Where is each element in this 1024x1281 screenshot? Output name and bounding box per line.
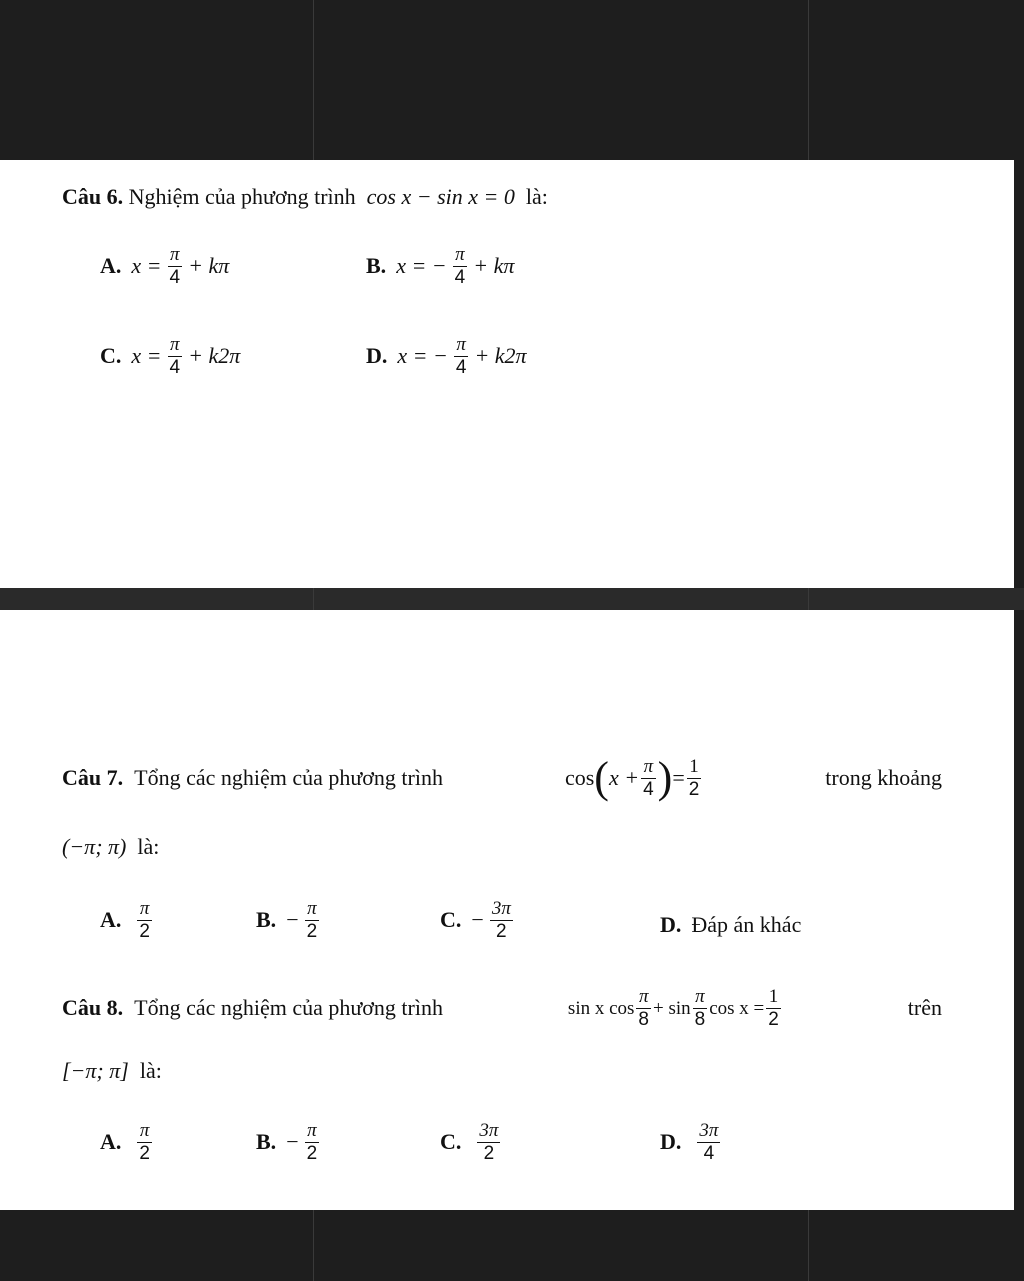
option-sign: − [471,907,484,933]
option-lhs: x = [131,343,162,369]
q6-equation: cos x − sin x = 0 [366,184,515,209]
q7-option-a[interactable] [100,898,154,943]
option-fraction: $\frac{3\pi}{2}$ [491,898,511,942]
option-letter: C. [440,907,462,933]
q7-equation: cos ( x + $\frac{\pi}{4}$ ) = $\frac{1}{2}$ [564,753,700,803]
q7-suffix: là: [137,834,160,859]
option-fraction: $\frac{\pi}{2}$ [306,1120,318,1164]
q8-eq-a: sin x cos [567,997,635,1019]
q7-option-d[interactable] [660,912,801,938]
option-letter: B. [366,253,387,279]
option-letter: A. [100,907,122,933]
q6-option-d[interactable] [366,334,527,379]
q6-label: Câu 6. [62,184,124,209]
q7-eq-cos: cos [564,765,595,791]
option-fraction: $\frac{\pi}{4}$ [169,244,181,288]
divider-left-mid [313,588,314,610]
option-fraction: $\frac{\pi}{2}$ [139,1120,150,1164]
option-lhs: x = [131,253,162,279]
option-fraction: $\frac{\pi}{4}$ [455,334,467,378]
q8-interval: [−π; π] [62,1058,129,1083]
q7-option-b[interactable] [256,898,321,943]
q8-text: Tổng các nghiệm của phương trình [134,995,443,1021]
option-fraction: $\frac{\pi}{4}$ [454,244,466,288]
q7-label: Câu 7. [62,765,124,791]
q8-option-b[interactable] [256,1120,321,1165]
q7-text: Tổng các nghiệm của phương trình [134,765,443,791]
q6-option-a[interactable] [100,244,229,289]
option-letter: D. [366,343,388,369]
option-fraction: $\frac{3\pi}{4}$ [699,1120,719,1164]
q8-eq-frac2: $\frac{\pi}{8}$ [694,986,706,1030]
q6-option-b[interactable] [366,244,514,289]
q6-stem [62,186,548,208]
option-letter: B. [256,1129,277,1155]
q7-eq-inner: x + [608,765,640,791]
option-letter: C. [100,343,122,369]
q7-stem-line2 [62,836,159,858]
option-lhs: x = − [396,253,447,279]
q8-option-a[interactable] [100,1120,154,1165]
option-fraction: $\frac{3\pi}{2}$ [479,1120,499,1164]
q8-option-c[interactable] [440,1120,502,1165]
option-letter: D. [660,912,682,937]
divider-left-bottom [313,1210,314,1281]
q7-eq-equals: = [672,765,685,791]
option-lhs: x = − [397,343,448,369]
divider-left [313,0,314,160]
q7-stem [62,753,942,803]
q8-suffix: là: [139,1058,162,1083]
q8-option-d[interactable] [660,1120,722,1165]
option-rest: + k2π [474,343,527,369]
option-letter: D. [660,1129,682,1155]
q6-option-c[interactable] [100,334,240,379]
divider-right [808,0,809,160]
q7-eq-fraction: $\frac{\pi}{4}$ [643,756,654,800]
option-fraction: $\frac{\pi}{4}$ [169,334,181,378]
option-fraction: $\frac{\pi}{2}$ [139,898,150,942]
q7-option-c[interactable] [440,898,515,943]
option-rest: + k2π [188,343,241,369]
option-sign: − [286,907,299,933]
q8-eq-rhs: $\frac{1}{2}$ [768,986,779,1030]
q8-stem-line2 [62,1060,162,1082]
q7-eq-rhs: $\frac{1}{2}$ [688,756,700,800]
q8-eq-frac1: $\frac{\pi}{8}$ [638,986,649,1030]
option-text: Đáp án khác [691,912,802,937]
divider-right-bottom [808,1210,809,1281]
q6-text: Nghiệm của phương trình [128,184,356,209]
option-letter: A. [100,253,122,279]
option-rest: + kπ [188,253,230,279]
q8-trail: trên [907,995,942,1021]
q6-suffix: là: [525,184,548,209]
q8-eq-b: + sin [653,997,691,1019]
q8-stem [62,986,942,1031]
q8-equation [568,986,783,1031]
option-letter: C. [440,1129,462,1155]
option-fraction: $\frac{\pi}{2}$ [306,898,318,942]
page-gap [0,588,1024,610]
option-sign: − [286,1129,299,1155]
divider-right-mid [808,588,809,610]
q7-trail: trong khoảng [825,765,942,791]
option-letter: A. [100,1129,122,1155]
option-letter: B. [256,907,277,933]
q7-interval: (−π; π) [62,834,127,859]
option-rest: + kπ [473,253,515,279]
q8-eq-c: cos x = [709,997,765,1019]
q8-label: Câu 8. [62,995,124,1021]
